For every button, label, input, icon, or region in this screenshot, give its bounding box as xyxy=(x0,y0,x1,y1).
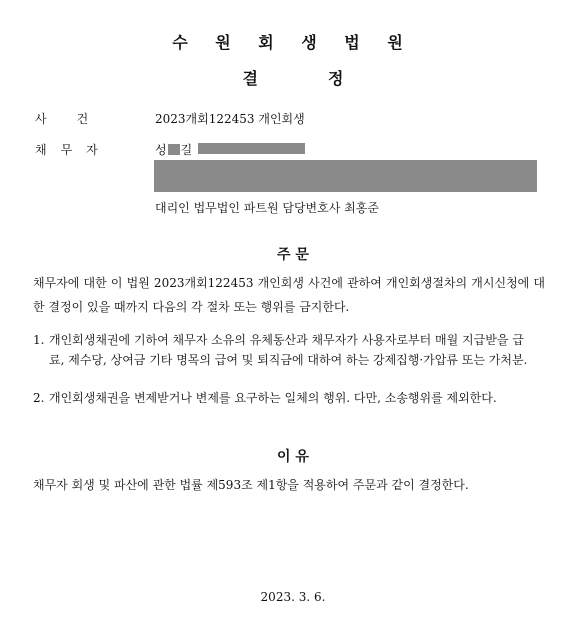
redaction-bar-address xyxy=(154,160,537,192)
order-intro: 채무자에 대한 이 법원 2023개회122453 개인회생 사건에 관하여 개인회생절차의 개시신청에 대한 결정이 있을 때까지 다음의 각 절차 또는 행위를 금지한다. xyxy=(33,276,545,314)
order-item-text: 개인회생채권에 기하여 채무자 소유의 유체동산과 채무자가 사용자로부터 매월 지급받을 급료, 제수당, 상여금 기타 명목의 급여 및 퇴직금에 대하여 하는 강제집행·가압류 또는 가처분. xyxy=(49,333,528,367)
order-heading: 주 문 xyxy=(277,247,309,263)
reason-text: 채무자 회생 및 파산에 관한 법률 제593조 제1항을 적용하여 주문과 같이 결정한다. xyxy=(33,478,469,492)
debtor-label: 채무자 xyxy=(35,143,112,157)
document-title xyxy=(0,66,586,89)
redaction-bar-name xyxy=(198,143,305,154)
title-char-left: 결 xyxy=(242,69,258,88)
redaction-box-small xyxy=(168,144,180,155)
case-label: 사건 xyxy=(35,112,119,126)
decision-date: 2023. 3. 6. xyxy=(260,590,326,604)
attorney-line: 대리인 법무법인 파트원 담당변호사 최홍준 xyxy=(155,201,379,215)
reason-heading: 이 유 xyxy=(277,449,309,465)
debtor-name xyxy=(155,141,192,158)
order-item-text: 개인회생채권을 변제받거나 변제를 요구하는 일체의 행위. 다만, 소송행위를 제외한다. xyxy=(49,391,497,405)
case-value: 2023개회122453 개인회생 xyxy=(155,112,305,126)
court-name: 수 원 회 생 법 원 xyxy=(172,33,414,52)
order-item-number: 1. xyxy=(33,333,45,347)
order-item-2 xyxy=(33,388,533,408)
debtor-name-first: 성 xyxy=(155,143,167,157)
order-item-number: 2. xyxy=(33,391,45,405)
debtor-name-last: 길 xyxy=(180,143,193,157)
order-item-1 xyxy=(33,330,533,370)
title-char-right: 정 xyxy=(328,69,344,88)
